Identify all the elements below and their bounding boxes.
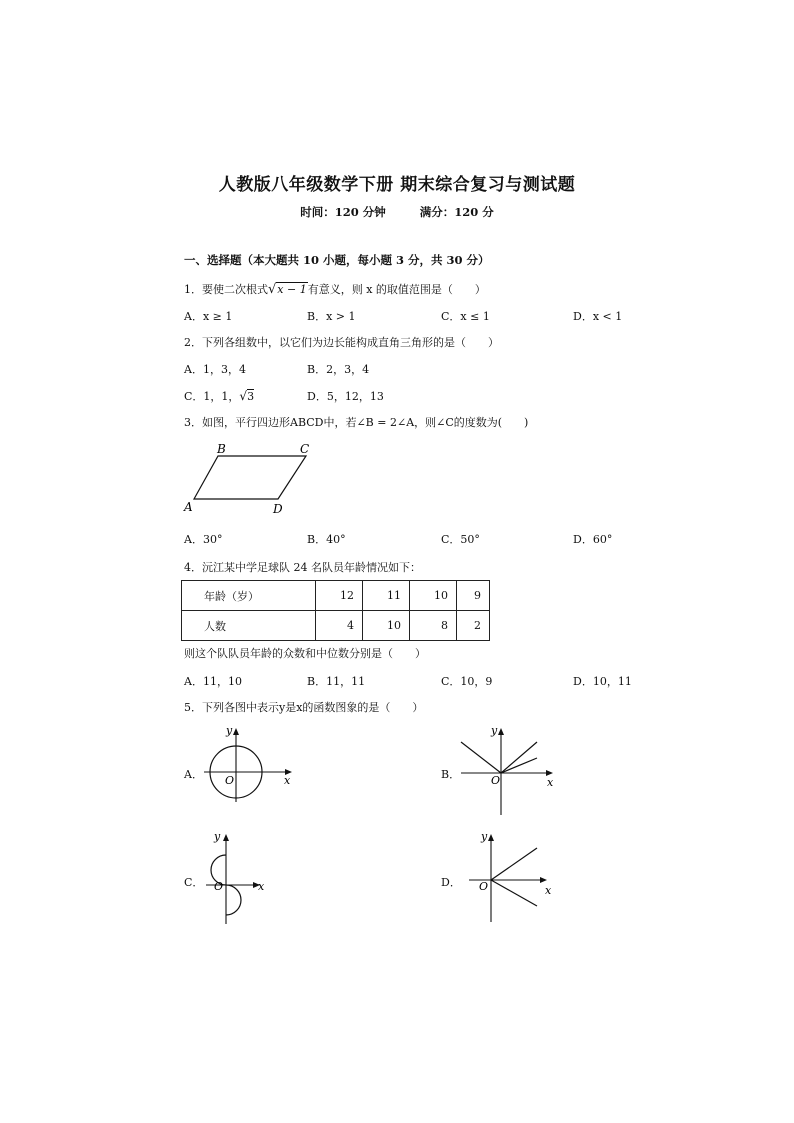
- parallelogram-shape: [194, 456, 306, 499]
- line-right-upper: [501, 742, 537, 773]
- q5-option-c: C．: [184, 876, 204, 889]
- q5-option-b: B．: [441, 768, 461, 781]
- line-lower: [491, 880, 537, 906]
- q5-option-d: D．: [441, 876, 461, 889]
- q2-option-c: C．1，1，√3: [184, 389, 255, 403]
- q4-option-b: B．11，11: [307, 675, 366, 688]
- line-upper: [491, 848, 537, 880]
- question-5-stem: 5．下列各图中表示y是x的函数图象的是（ ）: [184, 701, 424, 714]
- age-table: [181, 580, 490, 641]
- svg-text:y: y: [491, 724, 498, 737]
- q3-option-c: C．50°: [441, 533, 480, 546]
- page-title: 人教版八年级数学下册 期末综合复习与测试题: [218, 175, 576, 195]
- table-row: 年龄（岁） 12 11 10 9: [182, 581, 490, 611]
- q1-option-c: C．x ≤ 1: [441, 310, 490, 323]
- svg-text:x: x: [547, 776, 554, 789]
- vertex-a: A: [184, 500, 193, 514]
- table-row: 人数 4 10 8 2: [182, 611, 490, 641]
- vertex-b: B: [217, 442, 226, 456]
- svg-text:O: O: [214, 880, 224, 893]
- graph-a: [200, 724, 300, 804]
- line-left: [461, 742, 501, 773]
- q3-option-d: D．60°: [573, 533, 613, 546]
- vertex-c: C: [300, 442, 310, 456]
- q1-option-d: D．x < 1: [573, 310, 623, 323]
- question-3-stem: 3．如图，平行四边形ABCD中，若∠B = 2∠A，则∠C的度数为( ): [184, 416, 529, 429]
- q5-option-a: A．: [184, 768, 203, 781]
- svg-text:y: y: [214, 830, 221, 843]
- lower-semicircle: [226, 885, 241, 915]
- graph-b: [455, 720, 565, 818]
- svg-text:x: x: [284, 774, 291, 787]
- q4-option-c: C．10，9: [441, 675, 493, 688]
- exam-score: 满分：120 分: [419, 205, 494, 219]
- section-heading: 一、选择题（本大题共 10 小题，每小题 3 分，共 30 分）: [184, 253, 490, 267]
- q2-option-d: D．5，12，13: [307, 390, 384, 403]
- q3-option-b: B．40°: [307, 533, 346, 546]
- q4-option-d: D．10，11: [573, 675, 632, 688]
- svg-text:y: y: [226, 724, 233, 737]
- line-right-lower: [501, 758, 537, 773]
- svg-text:O: O: [225, 774, 235, 787]
- q2-option-b: B．2，3，4: [307, 363, 370, 376]
- svg-text:O: O: [491, 774, 501, 787]
- q1-option-a: A．x ≥ 1: [184, 310, 233, 323]
- svg-text:O: O: [479, 880, 489, 893]
- question-4-stem: 4．沅江某中学足球队 24 名队员年龄情况如下：: [184, 561, 421, 574]
- question-4-question: 则这个队队员年龄的众数和中位数分别是（ ）: [184, 647, 426, 660]
- q3-option-a: A．30°: [184, 533, 223, 546]
- graph-d: [465, 828, 560, 924]
- vertex-d: D: [273, 502, 283, 516]
- svg-text:y: y: [481, 830, 488, 843]
- question-2-stem: 2．下列各组数中，以它们为边长能构成直角三角形的是（ ）: [184, 336, 499, 349]
- q1-option-b: B．x > 1: [307, 310, 356, 323]
- graph-c: [200, 828, 280, 928]
- sqrt-expression: √x − 1: [268, 282, 307, 297]
- exam-meta: [0, 204, 794, 220]
- question-1-stem: 1．要使二次根式√x − 1有意义，则 x 的取值范围是（ ）: [184, 282, 486, 297]
- q2-option-a: A．1，3，4: [184, 363, 246, 376]
- parallelogram-figure: [180, 440, 330, 520]
- q4-option-a: A．11，10: [184, 675, 242, 688]
- exam-time: 时间：120 分钟: [300, 205, 386, 219]
- svg-text:x: x: [545, 884, 552, 897]
- svg-text:x: x: [258, 880, 265, 893]
